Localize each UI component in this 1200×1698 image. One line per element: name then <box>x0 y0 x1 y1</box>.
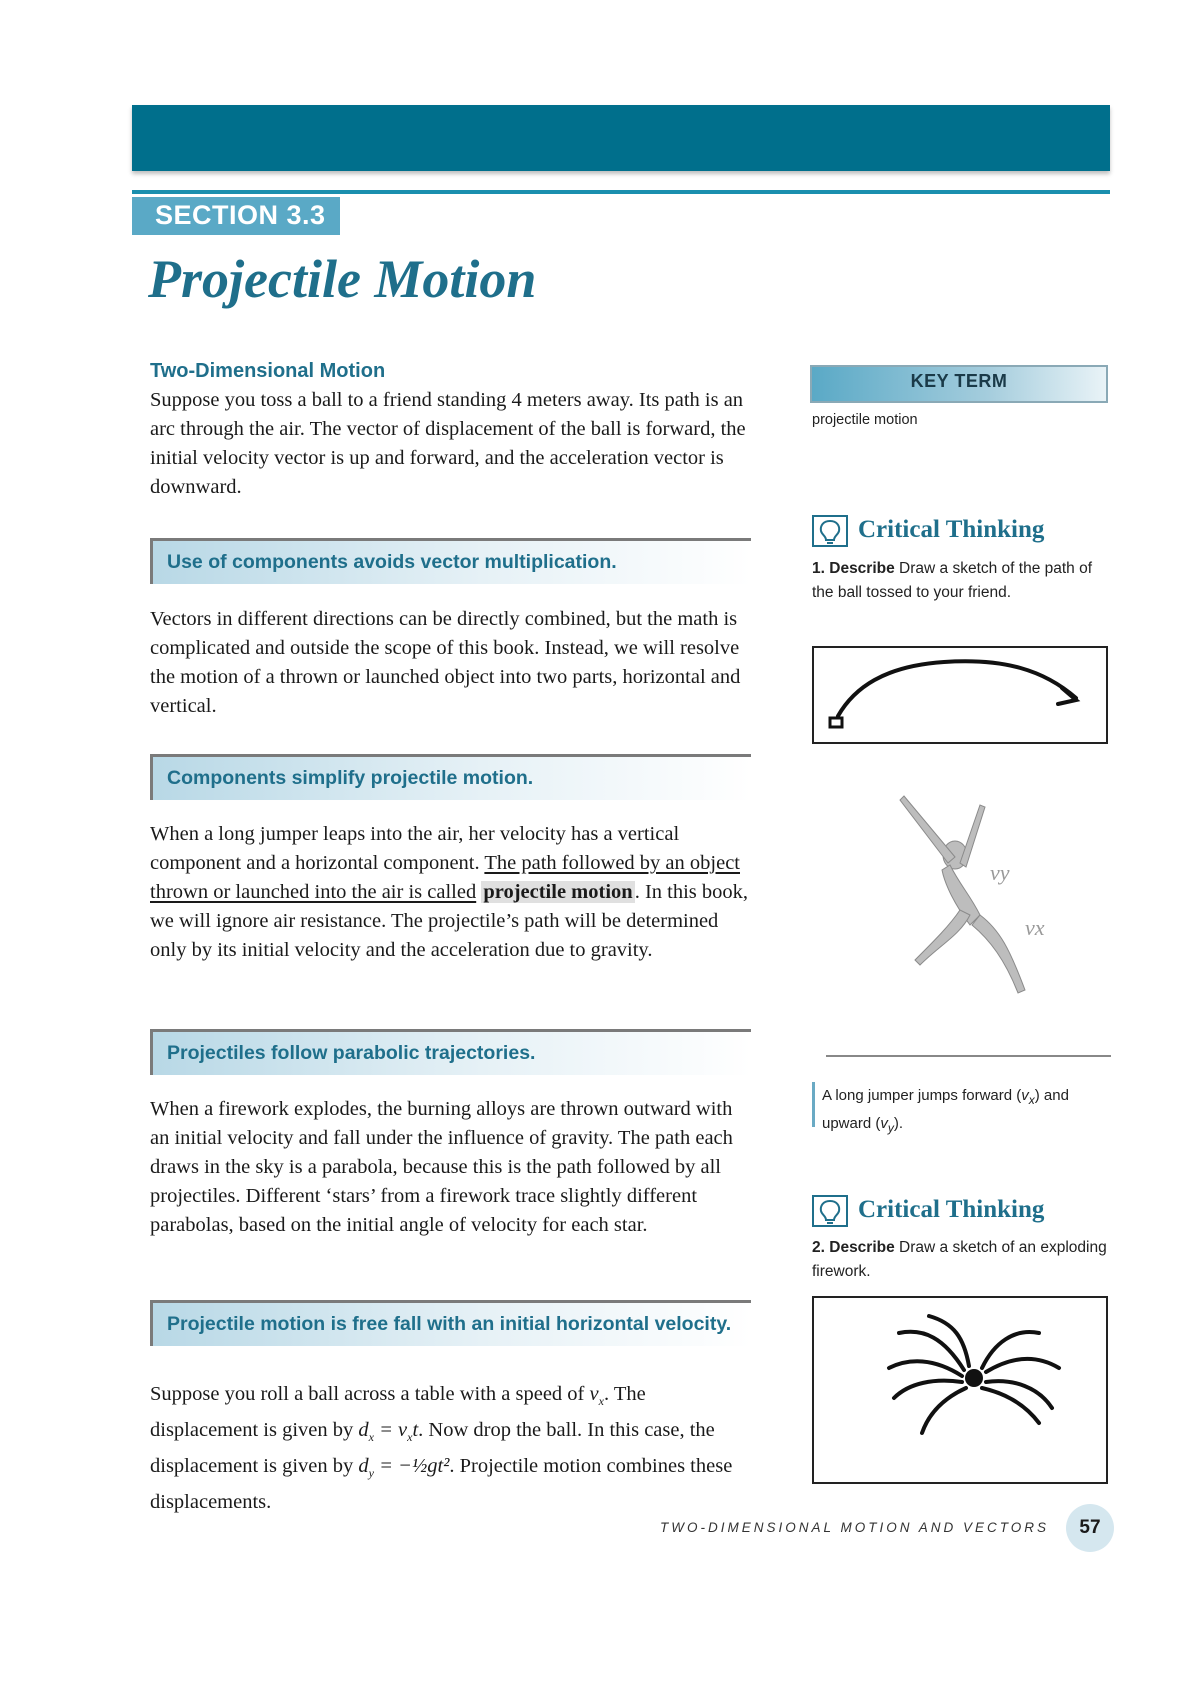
math-dy-equation: $d_y$ = −½gt² <box>358 1455 450 1481</box>
vy-label: vy <box>990 860 1010 885</box>
paragraph-2: Vectors in different directions can be directly combined, but the math is complicated and outside the scope of this book. Instead, we will resolve the motion of a thrown or launched object into two parts, horizontal and vertical. <box>150 608 741 717</box>
callout-2 <box>150 754 751 800</box>
ball-path-sketch <box>814 648 1106 742</box>
page-title: Projectile Motion <box>148 249 537 309</box>
caption-vx: $v_x$ <box>1021 1087 1035 1107</box>
prompt-2-number: 2. <box>812 1239 825 1256</box>
definition-underline: The path followed by an object thrown or launched into the air is called <box>150 852 740 903</box>
paragraph-5-text-a: Suppose you roll a ball across a table with a speed of <box>150 1383 585 1405</box>
key-term-text: projectile motion <box>812 412 918 428</box>
callout-1 <box>150 538 751 584</box>
caption-text-c: ). <box>893 1115 904 1132</box>
math-vx: $v_x$ <box>589 1383 604 1409</box>
callout-1-text: Use of components avoids vector multiplication. <box>167 551 617 573</box>
critical-thinking-prompt-1 <box>812 557 1112 605</box>
figure-caption <box>822 1084 1112 1140</box>
prompt-2-verb: Describe <box>829 1239 895 1256</box>
paragraph-5 <box>150 1380 750 1517</box>
figure-divider <box>826 1055 1111 1057</box>
math-dx-equation: $d_x = v_xt$ <box>358 1419 419 1445</box>
sketch-box-firework <box>812 1296 1108 1484</box>
key-term-highlight: projectile motion <box>483 881 633 903</box>
paragraph-4: When a firework explodes, the burning alloys are thrown outward with an initial velocity and fall under the influence of gravity. The path each draws in the sky is a parabola, because this is the path followed by all projectiles. Different ‘stars’ from a firework trace slightly different parabolas, based on the initial angle of velocity for each star. <box>150 1098 733 1236</box>
header-band <box>132 105 1110 171</box>
callout-3 <box>150 1029 751 1075</box>
header-rule <box>132 190 1110 194</box>
caption-text-b: ) and upward ( <box>822 1087 1069 1132</box>
vx-label: vx <box>1025 915 1045 940</box>
paragraph-5-text-c: . Now drop the ball. In this case, the displacement is given by <box>150 1419 715 1478</box>
critical-thinking-heading-2: Critical Thinking <box>858 1196 1045 1223</box>
paragraph-1: Suppose you toss a ball to a friend standing 4 meters away. Its path is an arc through the air. The vector of displacement of the ball is forward, the initial velocity vector is up and forward, and the acceleration vector is downward. <box>150 389 746 498</box>
paragraph-5-text-b: . The displacement is given by <box>150 1383 646 1442</box>
critical-thinking-heading-1: Critical Thinking <box>858 516 1045 543</box>
lightbulb-icon <box>812 1195 848 1227</box>
caption-text-a: A long jumper jumps forward ( <box>822 1087 1022 1104</box>
caption-bar <box>812 1082 815 1127</box>
page-number: 57 <box>1066 1504 1114 1552</box>
callout-3-text: Projectiles follow parabolic trajectories. <box>167 1042 536 1064</box>
caption-vy: $v_y$ <box>880 1115 894 1135</box>
critical-thinking-prompt-2 <box>812 1236 1112 1284</box>
prompt-1-number: 1. <box>812 560 825 577</box>
lightbulb-icon <box>812 515 848 547</box>
subhead: Two-Dimensional Motion <box>150 360 386 382</box>
prompt-2-text: Draw a sketch of an exploding firework. <box>812 1239 1107 1280</box>
section-label: SECTION 3.3 <box>155 200 326 230</box>
paragraph-3-text-b: . In this book, we will ignore air resistance. The projectile’s path will be determined only by its initial velocity and the acceleration due to gravity. <box>150 881 749 961</box>
paragraph-3-text-a: When a long jumper leaps into the air, her velocity has a vertical component and a horizontal component. <box>150 823 680 874</box>
long-jumper-figure <box>860 765 1110 1005</box>
footer-chapter: TWO-DIMENSIONAL MOTION AND VECTORS <box>660 1520 1050 1535</box>
paragraph-3 <box>150 820 750 965</box>
callout-4-text: Projectile motion is free fall with an initial horizontal velocity. <box>167 1313 732 1335</box>
sketch-box-ball-path <box>812 646 1108 744</box>
callout-4 <box>150 1300 751 1346</box>
prompt-1-text: Draw a sketch of the path of the ball tossed to your friend. <box>812 560 1093 601</box>
callout-2-text: Components simplify projectile motion. <box>167 767 534 789</box>
prompt-1-verb: Describe <box>829 560 895 577</box>
paragraph-5-text-d: . Projectile motion combines these displacements. <box>150 1455 733 1514</box>
firework-sketch <box>814 1298 1106 1482</box>
key-term-label: KEY TERM <box>910 371 1008 391</box>
